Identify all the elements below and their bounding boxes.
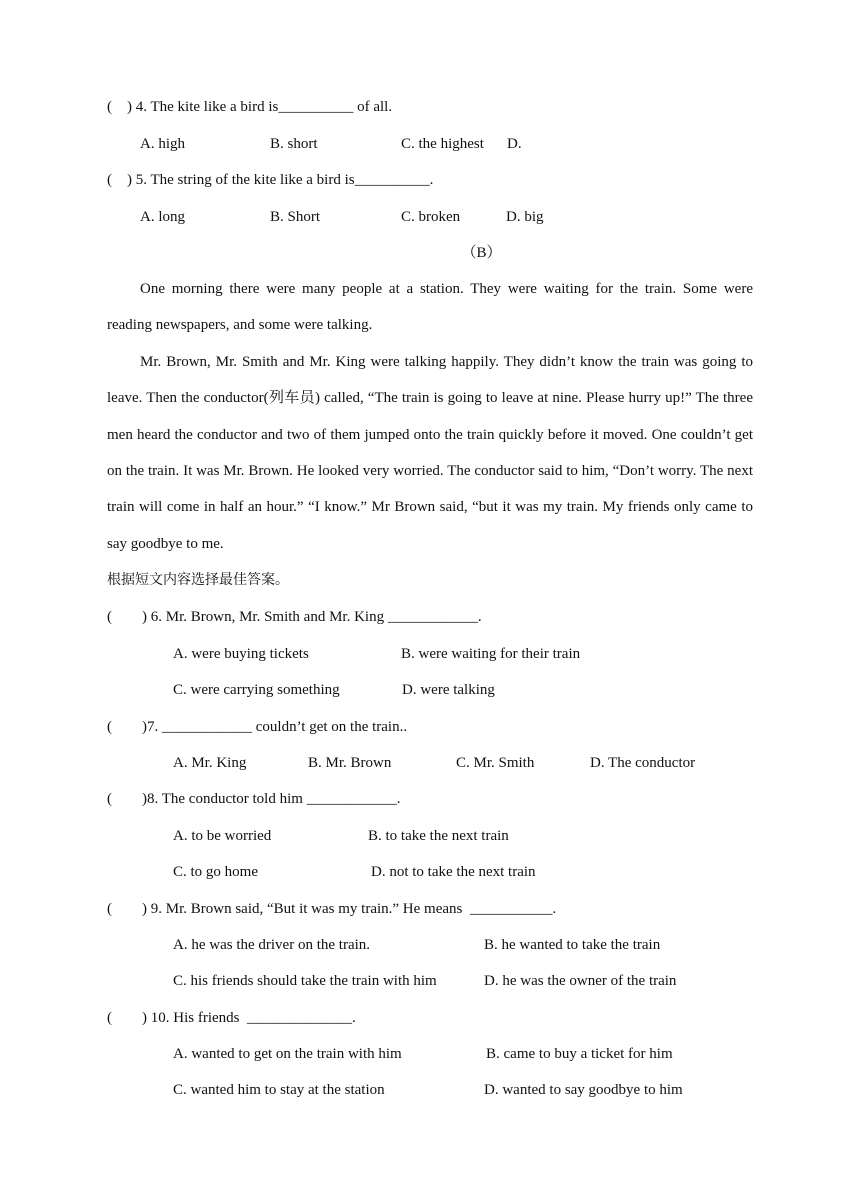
question-8-option-b: B. to take the next train [368,828,509,844]
question-8-option-d: D. not to take the next train [371,864,536,880]
question-10-option-b: B. came to buy a ticket for him [486,1046,673,1062]
question-4-stem: ( ) 4. The kite like a bird is__________ of all. [107,99,393,115]
question-10-option-c: C. wanted him to stay at the station [173,1082,385,1098]
question-6-option-b: B. were waiting for their train [401,646,581,662]
question-4-option-a: A. high [140,136,185,152]
question-9-option-a: A. he was the driver on the train. [173,937,371,953]
question-10-option-d: D. wanted to say goodbye to him [484,1082,683,1098]
question-7-option-a: A. Mr. King [173,755,247,771]
question-5-option-d: D. big [506,209,544,225]
question-8-stem: ( )8. The conductor told him ____________. [107,791,401,807]
question-7-option-d: D. The conductor [590,755,696,771]
instruction-text: 根据短文内容选择最佳答案。 [107,572,289,588]
question-10-stem: ( ) 10. His friends ______________. [107,1010,356,1026]
section-b-heading [0,243,860,263]
question-9-stem: ( ) 9. Mr. Brown said, “But it was my train.” He means ___________. [107,901,557,917]
question-6-option-d: D. were talking [402,682,495,698]
question-10-option-a: A. wanted to get on the train with him [173,1046,402,1062]
question-8-option-a: A. to be worried [173,828,272,844]
passage-paragraph-1: One morning there were many people at a station. They were waiting for the train. Some were reading newspapers, and some were talking. [107,281,753,334]
question-5-stem: ( ) 5. The string of the kite like a bird is__________. [107,172,434,188]
passage-paragraph-2: Mr. Brown, Mr. Smith and Mr. King were talking happily. They didn’t know the train was going to leave. Then the conductor(列车员) called, “The train is going to leave at nine. Please hurry up!” The three men heard the conductor and two of them jumped onto the train quickly before it moved. One couldn’t get on the train. It was Mr. Brown. He looked very worried. The conductor said to him, “Don’t worry. The next train will come in half an hour.” “I know.” Mr Brown said, “but it was my train. My friends only came to say goodbye to me. [107,353,753,552]
question-9-option-c: C. his friends should take the train with him [173,973,437,989]
question-9-option-b: B. he wanted to take the train [484,937,661,953]
question-4-option-b: B. short [270,136,318,152]
question-9-option-d: D. he was the owner of the train [484,973,677,989]
question-7-option-b: B. Mr. Brown [308,755,392,771]
question-5-option-c: C. broken [401,209,461,225]
question-7-option-c: C. Mr. Smith [456,755,535,771]
question-5-option-a: A. long [140,209,185,225]
question-5-option-b: B. Short [270,209,321,225]
section-b-heading-text: （B） [461,245,502,261]
question-6-option-c: C. were carrying something [173,682,340,698]
question-6-stem: ( ) 6. Mr. Brown, Mr. Smith and Mr. King ____________. [107,609,482,625]
question-4-option-d: D. [507,136,522,152]
question-8-option-c: C. to go home [173,864,258,880]
question-6-option-a: A. were buying tickets [173,646,309,662]
question-7-stem: ( )7. ____________ couldn’t get on the train.. [107,719,408,735]
question-4-option-c: C. the highest [401,136,484,152]
reading-passage [107,271,753,562]
